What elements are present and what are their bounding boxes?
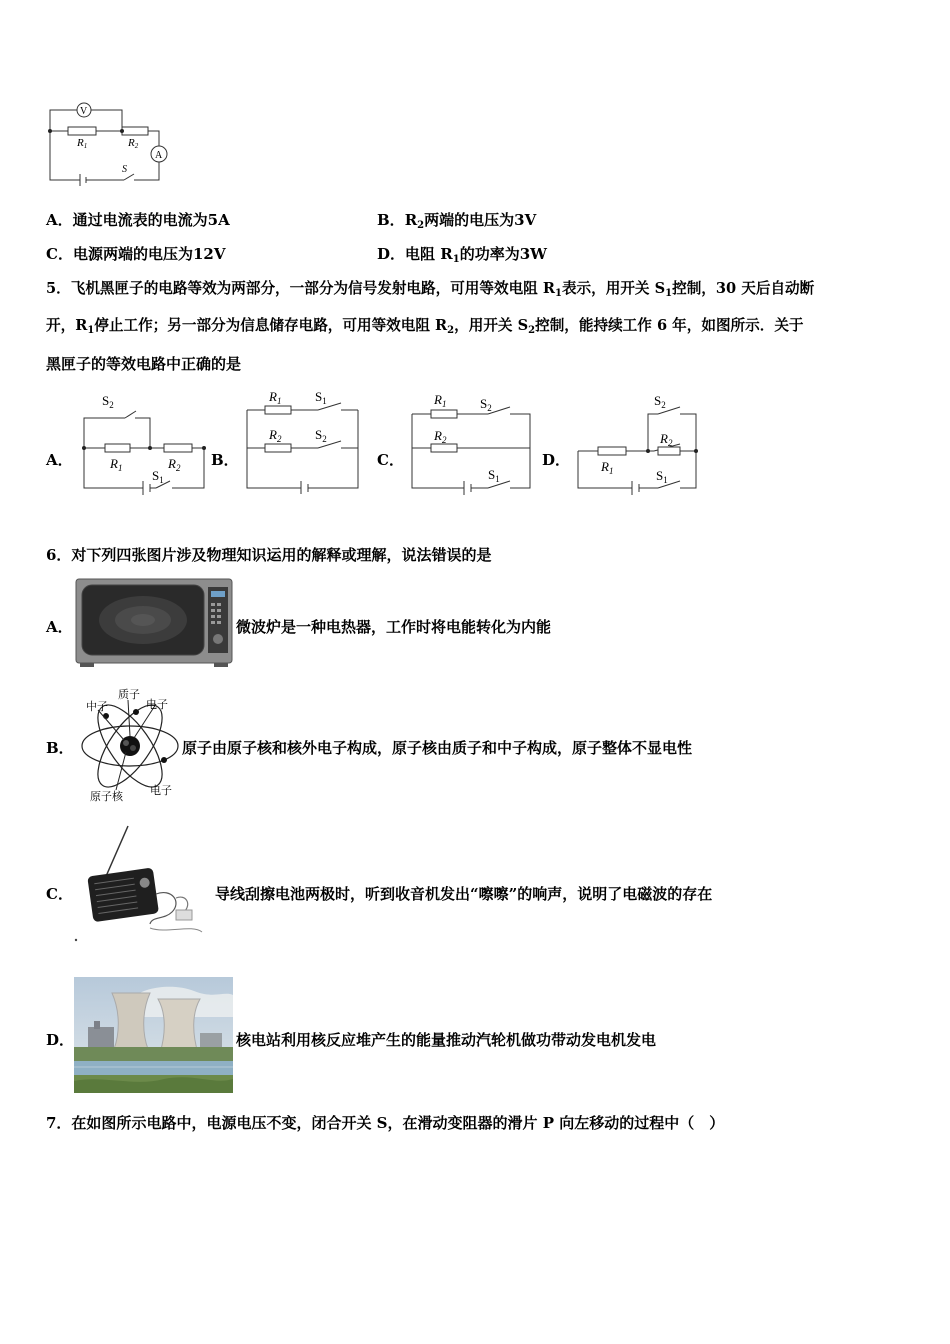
svg-text:S1: $S_1$ [656,468,668,485]
q5-circuit-a [80,388,210,496]
q6-option-c-letter[interactable]: C． [46,885,73,903]
proton-label: 质子 [118,688,140,701]
svg-text:R1: $R_1$ [434,392,447,409]
q7-stem: 7．在如图所示电路中，电源电压不变，闭合开关 S，在滑动变阻器的滑片 P 向左移动的过程中（ ） [46,1114,725,1132]
q5-option-b-letter[interactable]: B． [211,451,239,469]
svg-text:S1: $S_1$ [315,389,327,406]
neutron-label: 中子 [86,700,108,713]
atom-model-image [76,686,180,804]
q5-circuit-b [243,388,363,494]
q6-option-c-text: 导线刮擦电池两极时，听到收音机发出“嚓嚓”的响声，说明了电磁波的存在 [215,885,713,903]
svg-text:R2: $R_2$ [168,456,181,473]
q6-option-a-letter[interactable]: A． [46,618,73,636]
q5-option-c-letter[interactable]: C． [377,451,404,469]
svg-text:S2: $S_2$ [480,396,492,413]
q4-option-b[interactable]: B．$R_2$两端的电压为3V [377,211,537,231]
svg-text:R1: $R_1$ [601,459,614,476]
electron-label-top: 电子 [146,698,168,711]
q4-voltmeter-label: V [80,106,88,117]
svg-text:R2: $R_2$ [660,431,673,448]
electron-label-bottom: 电子 [150,784,172,797]
svg-text:R2: $R_2$ [434,428,447,445]
q5-stem-line2: 开，$R_1$停止工作；另一部分为信息储存电路，可用等效电阻 $R_2$，用开关 $S_2$控制，能持续工作 6 年，如图所示．关于 [46,317,804,336]
svg-text:S1: $S_1$ [152,468,164,485]
q4-option-a[interactable]: A．通过电流表的电流为5A [46,211,230,229]
q6-option-b-letter[interactable]: B． [46,739,74,757]
q4-option-c[interactable]: C．电源两端的电压为12V [46,245,226,263]
nucleus-label: 原子核 [90,790,123,803]
microwave-image [74,577,234,669]
q6-option-d-letter[interactable]: D． [46,1031,75,1049]
q5-option-a-letter[interactable]: A． [46,451,73,469]
q4-switch-label: S [122,164,127,175]
svg-text:S2: $S_2$ [102,393,114,410]
q6-option-d-text: 核电站利用核反应堆产生的能量推动汽轮机做功带动发电机发电 [236,1031,657,1049]
svg-text:S2: $S_2$ [315,427,327,444]
q4-circuit-diagram [44,100,174,188]
q5-stem-line1: 5．飞机黑匣子的电路等效为两部分，一部分为信号发射电路，可用等效电阻 $R_1$表示，用开关 $S_1$控制，30 天后自动断 [46,280,815,299]
svg-text:S2: $S_2$ [654,393,666,410]
q6-stem: 6．对下列四张图片涉及物理知识运用的解释或理解，说法错误的是 [46,546,492,564]
q5-option-d-letter[interactable]: D． [542,451,571,469]
q5-circuit-c [408,388,534,496]
svg-text:S1: $S_1$ [488,467,500,484]
svg-text:R1: $R_1$ [269,389,282,406]
q6-option-b-text: 原子由原子核和核外电子构成，原子核由质子和中子构成，原子整体不显电性 [182,739,693,757]
radio-battery-image [72,824,212,944]
svg-text:R1: R1 [77,137,88,150]
nuclear-plant-image [74,977,233,1093]
q5-stem-line3: 黑匣子的等效电路中正确的是 [46,355,242,373]
svg-text:R2: R2 [128,137,139,150]
svg-text:R1: $R_1$ [110,456,123,473]
q5-circuit-d [574,388,704,496]
q4-option-d[interactable]: D．电阻 $R_1$的功率为3W [377,245,547,265]
svg-text:R2: $R_2$ [269,427,282,444]
q6-option-a-text: 微波炉是一种电热器，工作时将电能转化为内能 [236,618,552,636]
q4-ammeter-label: A [155,150,163,161]
